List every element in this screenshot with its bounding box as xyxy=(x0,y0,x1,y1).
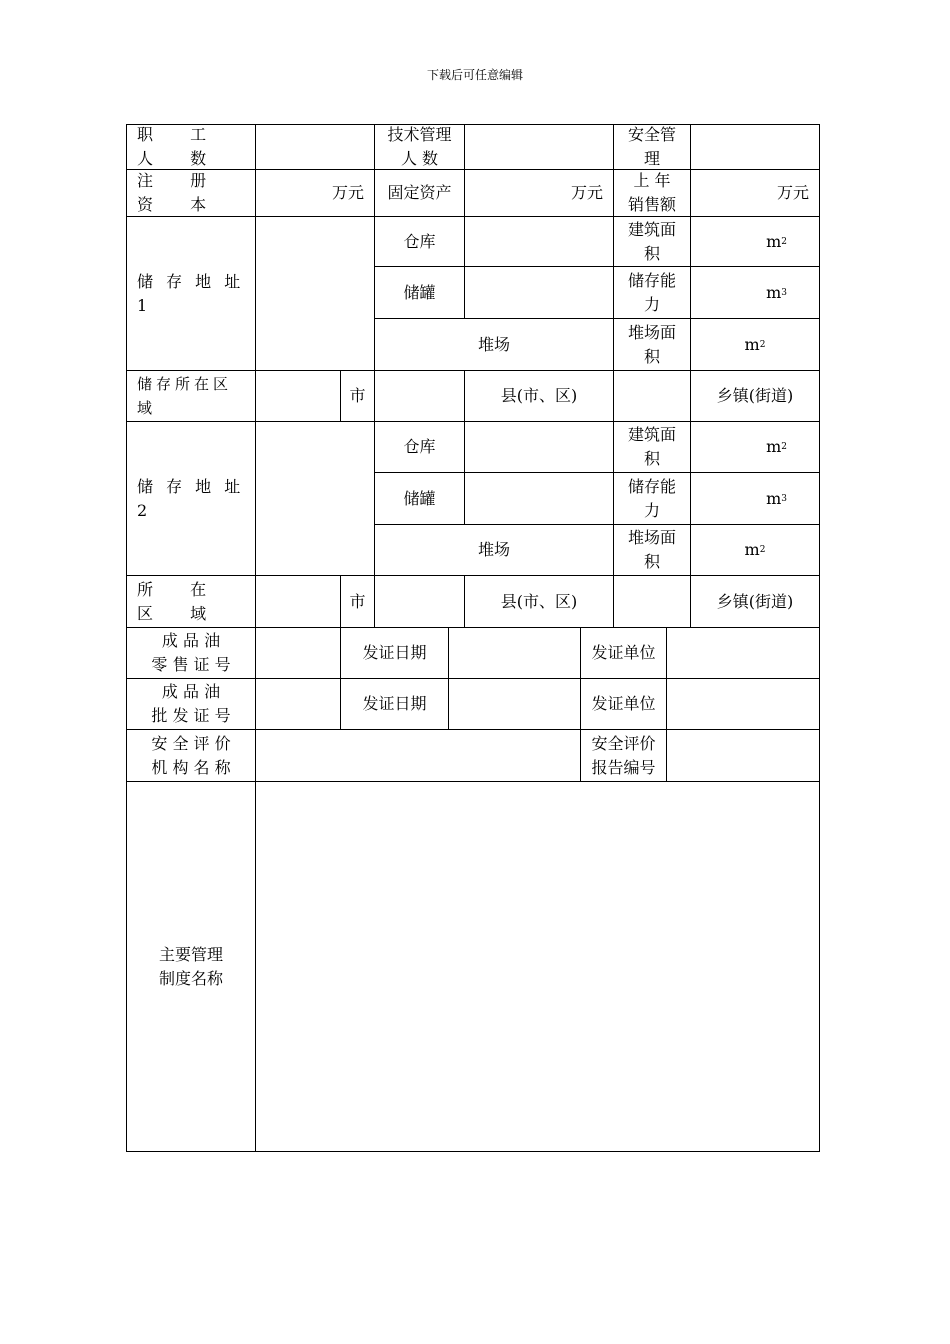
field-retail-issuer[interactable] xyxy=(666,627,820,679)
label-wholesale-license-no: 成 品 油 批 发 证 号 xyxy=(126,678,256,730)
label-warehouse-2: 仓库 xyxy=(374,421,465,473)
label-storage-region: 储存所在区域 xyxy=(126,370,256,422)
label-tech-staff: 技术管理 人 数 xyxy=(374,124,465,170)
label-county-1: 县(市、区) xyxy=(464,370,614,422)
label-region-2: 所 在 区 域 xyxy=(126,575,256,628)
field-region-town-1[interactable] xyxy=(613,370,691,422)
label-county-2: 县(市、区) xyxy=(464,575,614,628)
field-retail-license-no[interactable] xyxy=(255,627,341,679)
label-storage-address-2: 储 存 地 址 2 xyxy=(126,421,256,576)
label-town-2: 乡镇(街道) xyxy=(690,575,820,628)
label-storage-capacity-2: 储存能 力 xyxy=(613,472,691,525)
label-fixed-assets: 固定资产 xyxy=(374,169,465,217)
field-wholesale-license-no[interactable] xyxy=(255,678,341,730)
label-retail-issue-date: 发证日期 xyxy=(340,627,449,679)
field-staff-count[interactable] xyxy=(255,124,375,170)
field-main-management-rules[interactable] xyxy=(255,781,820,1152)
label-yard-area-2: 堆场面 积 xyxy=(613,524,691,576)
field-building-area-1[interactable]: m 2 xyxy=(690,216,820,267)
label-storage-address-1: 储 存 地 址 1 xyxy=(126,216,256,371)
field-warehouse-1[interactable] xyxy=(464,216,614,267)
field-tank-2[interactable] xyxy=(464,472,614,525)
label-staff-count: 职 工 人 数 xyxy=(126,124,256,170)
label-safety-staff: 安全管 理 xyxy=(613,124,691,170)
label-tank-1: 储罐 xyxy=(374,266,465,319)
label-safety-report-no: 安全评价 报告编号 xyxy=(580,729,667,782)
field-region-county-1[interactable] xyxy=(374,370,465,422)
label-main-management-rules: 主要管理 制度名称 xyxy=(126,781,256,1152)
registration-form-table xyxy=(126,124,820,1152)
field-yard-area-2[interactable]: m 2 xyxy=(690,524,820,576)
label-safety-eval-agency: 安 全 评 价 机 构 名 称 xyxy=(126,729,256,782)
field-safety-eval-agency[interactable] xyxy=(255,729,581,782)
field-last-year-sales[interactable]: 万元 xyxy=(690,169,820,217)
label-city-1: 市 xyxy=(340,370,375,422)
page-header: 下载后可任意编辑 xyxy=(426,68,523,82)
label-wholesale-issuer: 发证单位 xyxy=(580,678,667,730)
field-registered-capital[interactable]: 万元 xyxy=(255,169,375,217)
field-storage-address-1[interactable] xyxy=(255,216,375,371)
field-building-area-2[interactable]: m 2 xyxy=(690,421,820,473)
field-wholesale-issue-date[interactable] xyxy=(448,678,581,730)
field-region-town-2[interactable] xyxy=(613,575,691,628)
field-warehouse-2[interactable] xyxy=(464,421,614,473)
field-region-city-1[interactable] xyxy=(255,370,341,422)
field-tank-1[interactable] xyxy=(464,266,614,319)
label-wholesale-issue-date: 发证日期 xyxy=(340,678,449,730)
field-safety-report-no[interactable] xyxy=(666,729,820,782)
label-tank-2: 储罐 xyxy=(374,472,465,525)
label-building-area-1: 建筑面 积 xyxy=(613,216,691,267)
field-wholesale-issuer[interactable] xyxy=(666,678,820,730)
label-yard-2: 堆场 xyxy=(374,524,614,576)
label-registered-capital: 注 册 资 本 xyxy=(126,169,256,217)
label-warehouse-1: 仓库 xyxy=(374,216,465,267)
label-last-year-sales: 上 年 销售额 xyxy=(613,169,691,217)
field-storage-address-2[interactable] xyxy=(255,421,375,576)
field-safety-staff[interactable] xyxy=(690,124,820,170)
label-yard-area-1: 堆场面 积 xyxy=(613,318,691,371)
field-retail-issue-date[interactable] xyxy=(448,627,581,679)
label-retail-license-no: 成 品 油 零 售 证 号 xyxy=(126,627,256,679)
label-storage-capacity-1: 储存能 力 xyxy=(613,266,691,319)
label-town-1: 乡镇(街道) xyxy=(690,370,820,422)
field-yard-area-1[interactable]: m 2 xyxy=(690,318,820,371)
field-storage-capacity-1[interactable]: m 3 xyxy=(690,266,820,319)
field-storage-capacity-2[interactable]: m 3 xyxy=(690,472,820,525)
field-region-county-2[interactable] xyxy=(374,575,465,628)
label-city-2: 市 xyxy=(340,575,375,628)
field-region-city-2[interactable] xyxy=(255,575,341,628)
label-building-area-2: 建筑面 积 xyxy=(613,421,691,473)
field-tech-staff[interactable] xyxy=(464,124,614,170)
label-yard-1: 堆场 xyxy=(374,318,614,371)
label-retail-issuer: 发证单位 xyxy=(580,627,667,679)
field-fixed-assets[interactable]: 万元 xyxy=(464,169,614,217)
